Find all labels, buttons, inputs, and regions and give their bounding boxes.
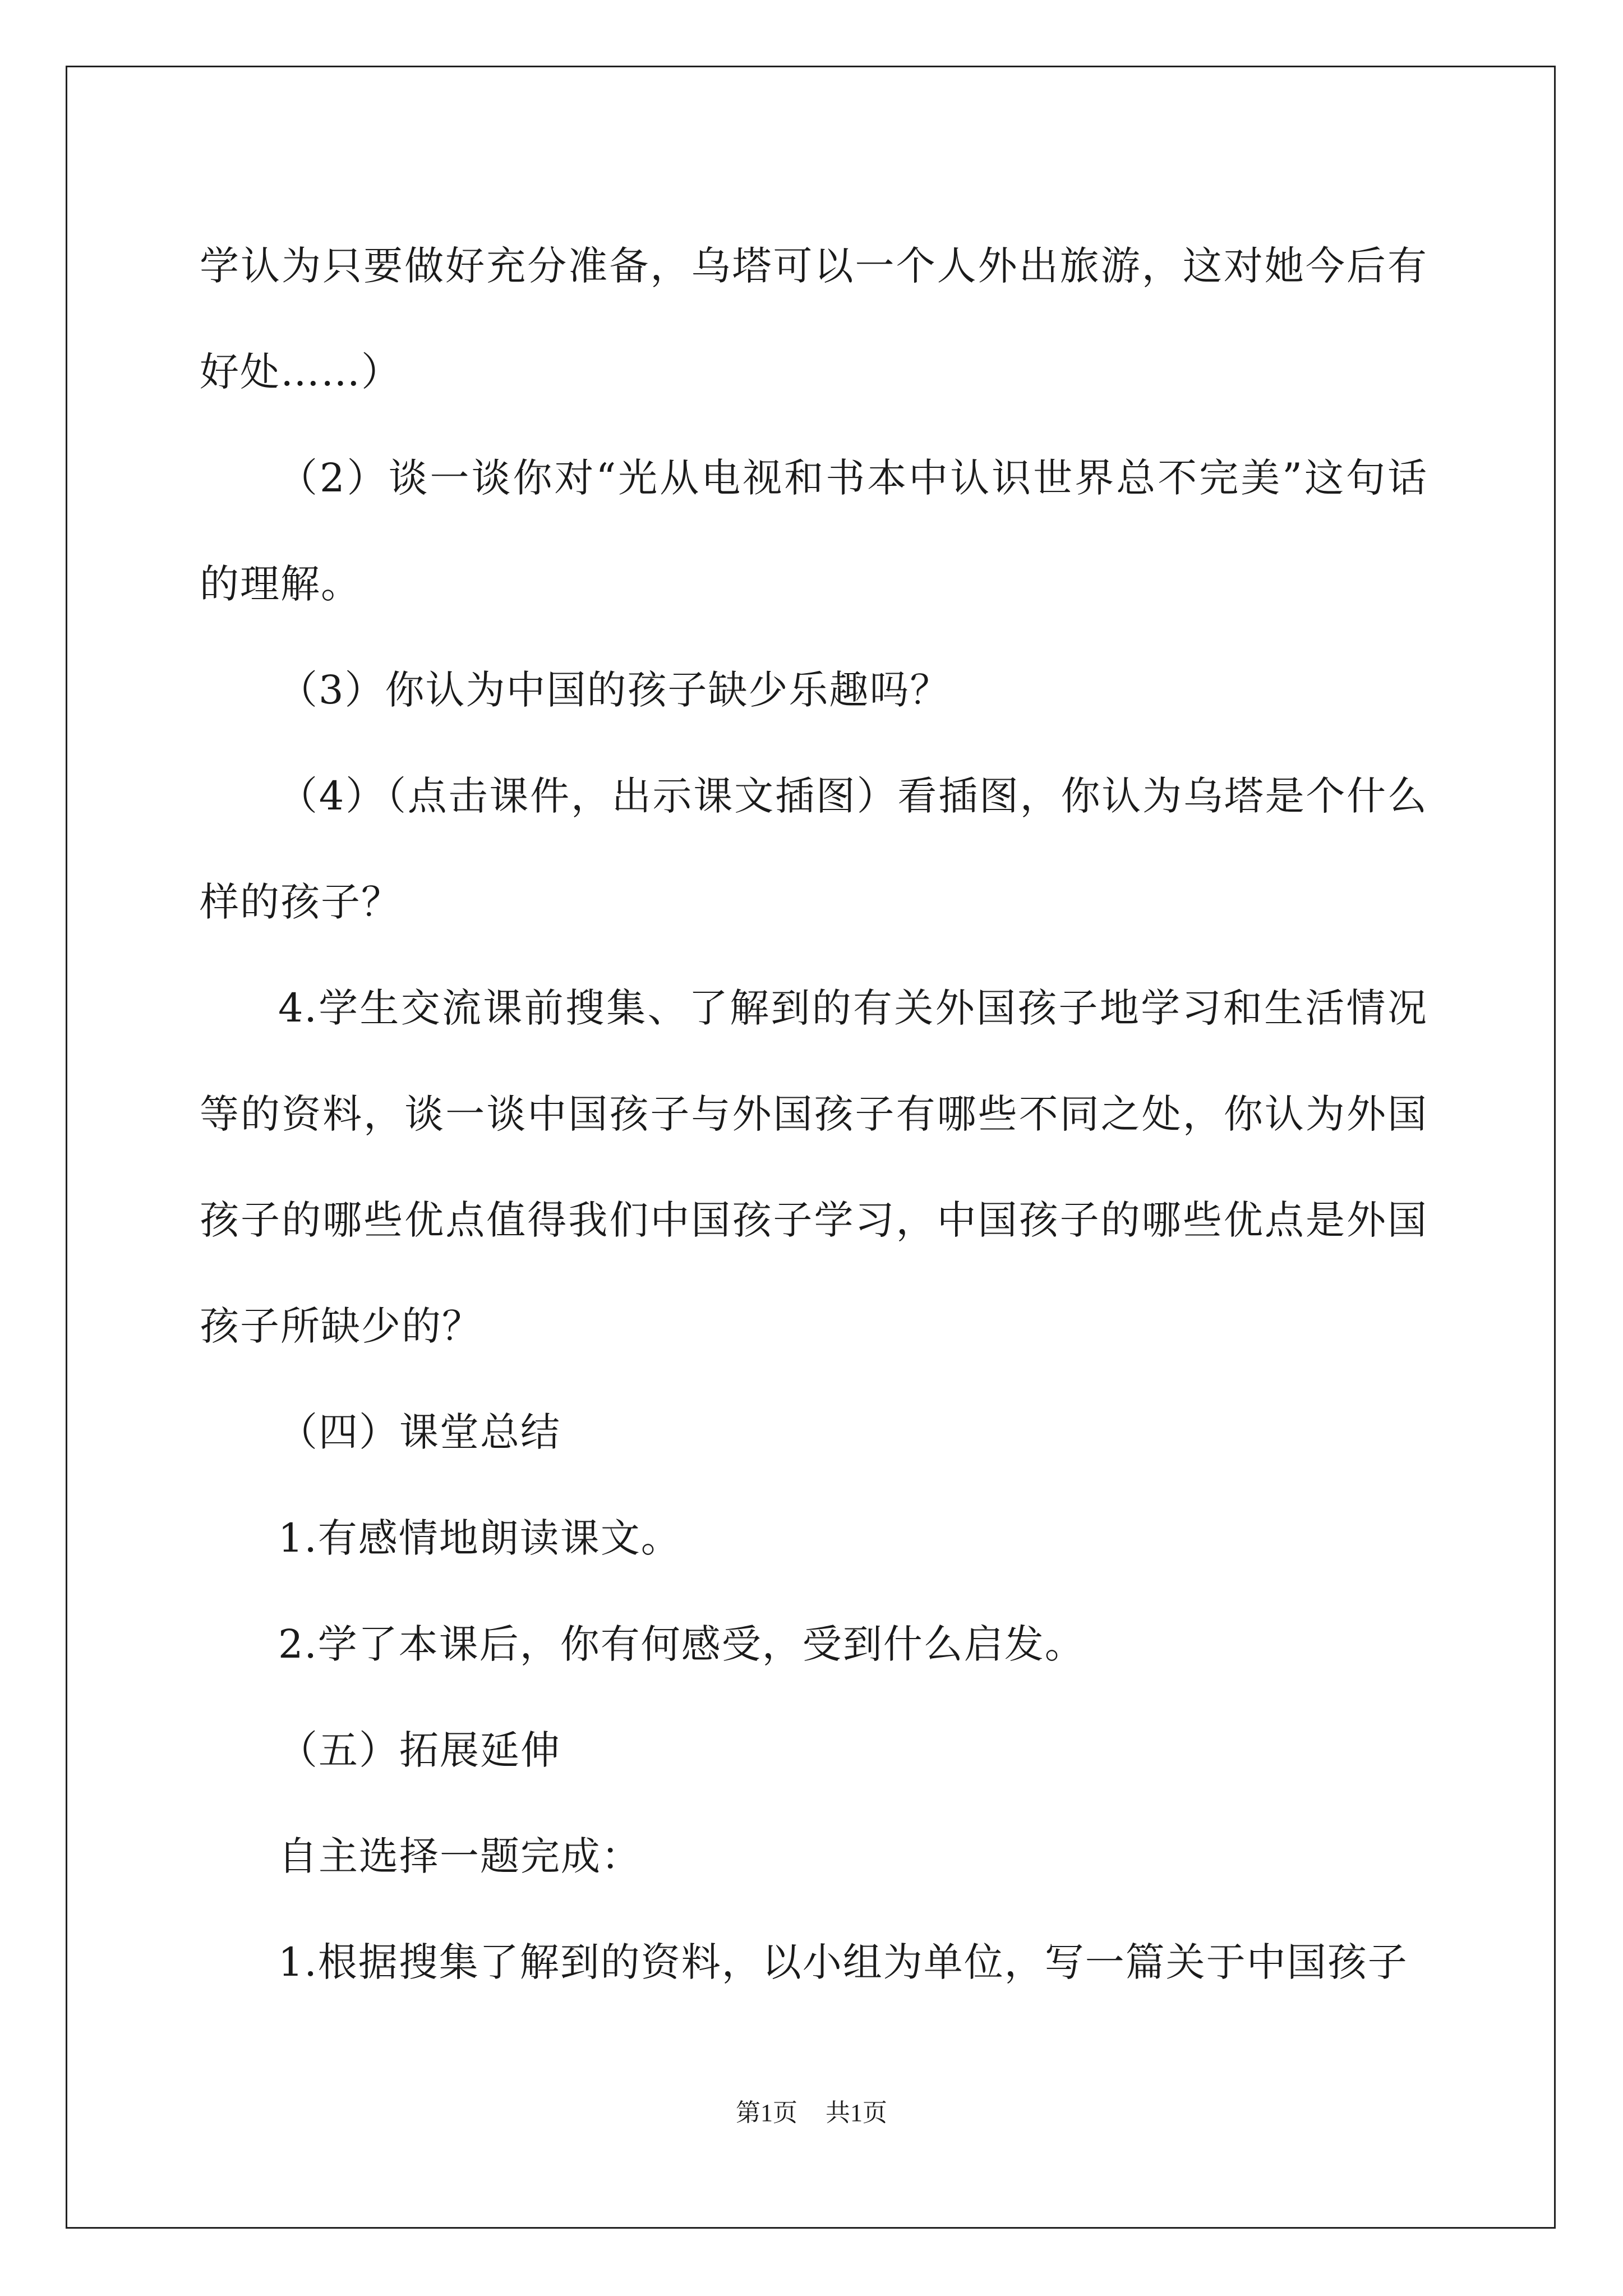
paragraph-summary-1: 1.有感情地朗读课文。 (278, 1515, 681, 1561)
paragraph-question-2: （2）谈一谈你对“光从电视和书本中认识世界总不完美”这句话的理解。 (200, 455, 1428, 607)
paragraph-continuation: 学认为只要做好充分准备，乌塔可以一个人外出旅游，这对她今后有好处……） (200, 243, 1428, 395)
paragraph-summary-2: 2.学了本课后，你有何感受，受到什么启发。 (278, 1621, 1085, 1667)
paragraph-question-4: （4）（点击课件，出示课文插图）看插图，你认为乌塔是个什么样的孩子？ (200, 773, 1428, 925)
paragraph-step-4: 4.学生交流课前搜集、了解到的有关外国孩子地学习和生活情况等的资料，谈一谈中国孩子与外国孩子有哪些不同之处，你认为外国孩子的哪些优点值得我们中国孩子学习，中国孩子的哪些优点是外国孩子所缺少的？ (200, 985, 1428, 1349)
paragraph-extension-1: 1.根据搜集了解到的资料，以小组为单位，写一篇关于中国孩子 (278, 1939, 1408, 1985)
page-total: 共1页 (826, 2099, 887, 2127)
page-footer (0, 2092, 1623, 2128)
document-body (200, 213, 1428, 2016)
section-heading-extension: （五）拓展延伸 (278, 1727, 561, 1773)
paragraph-extension-intro: 自主选择一题完成： (278, 1833, 642, 1879)
section-heading-summary: （四）课堂总结 (278, 1409, 561, 1455)
page-number: 第1页 (736, 2099, 797, 2127)
paragraph-question-3: （3）你认为中国的孩子缺少乐趣吗？ (278, 667, 951, 713)
